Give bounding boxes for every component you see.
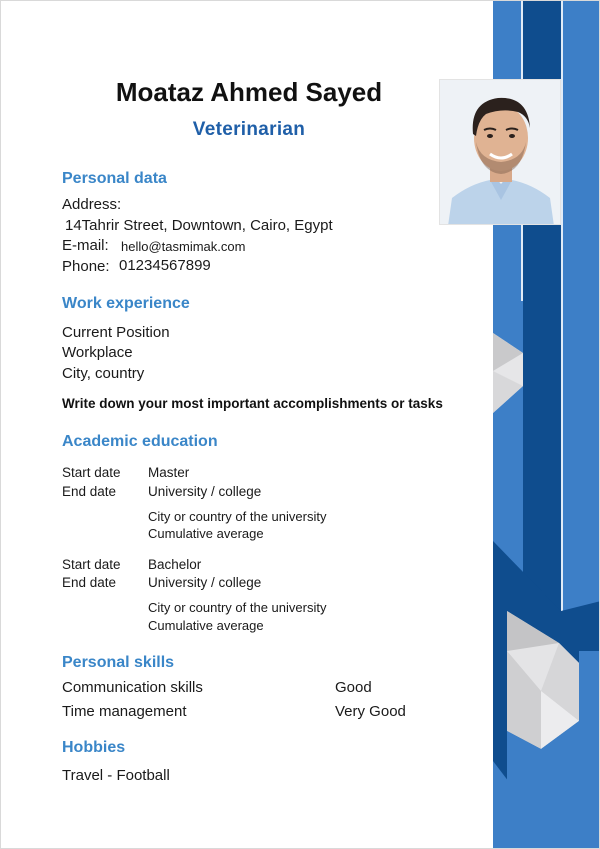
- edu-institution: University / college: [148, 575, 262, 590]
- person-name: Moataz Ahmed Sayed: [115, 77, 383, 107]
- edu-start-label: Start date: [62, 465, 121, 480]
- edu-degree: Bachelor: [148, 557, 202, 572]
- work-accomplishments: Write down your most important accomplishments or tasks: [62, 396, 443, 411]
- work-location: City, country: [62, 365, 145, 382]
- email-value: hello@tasmimak.com: [121, 239, 246, 254]
- hobbies-text: Travel - Football: [62, 767, 170, 784]
- edu-location: City or country of the university: [148, 600, 327, 615]
- edu-average: Cumulative average: [148, 618, 264, 633]
- edu-end-label: End date: [62, 575, 117, 590]
- edu-start-label: Start date: [62, 557, 121, 572]
- section-heading-hobbies: Hobbies: [62, 739, 126, 756]
- skill-level: Good: [335, 679, 372, 696]
- address-label: Address:: [62, 196, 122, 213]
- person-icon: [440, 80, 561, 225]
- skill-name: Communication skills: [62, 679, 203, 696]
- skill-name: Time management: [62, 703, 187, 720]
- edu-degree: Master: [148, 465, 190, 480]
- section-heading-work-experience: Work experience: [62, 295, 190, 312]
- job-title: Veterinarian: [192, 119, 306, 140]
- phone-label: Phone:: [62, 258, 110, 275]
- section-heading-academic-education: Academic education: [62, 433, 218, 450]
- profile-photo: [439, 79, 561, 225]
- edu-average: Cumulative average: [148, 526, 264, 541]
- edu-location: City or country of the university: [148, 509, 327, 524]
- edu-institution: University / college: [148, 484, 262, 499]
- address-value: 14Tahrir Street, Downtown, Cairo, Egypt: [65, 217, 333, 234]
- work-workplace: Workplace: [62, 344, 133, 361]
- work-position: Current Position: [62, 324, 170, 341]
- edu-end-label: End date: [62, 484, 117, 499]
- email-label: E-mail:: [62, 237, 109, 254]
- section-heading-personal-data: Personal data: [62, 170, 167, 187]
- skill-level: Very Good: [335, 703, 406, 720]
- phone-value: 01234567899: [119, 257, 211, 274]
- section-heading-personal-skills: Personal skills: [62, 654, 175, 671]
